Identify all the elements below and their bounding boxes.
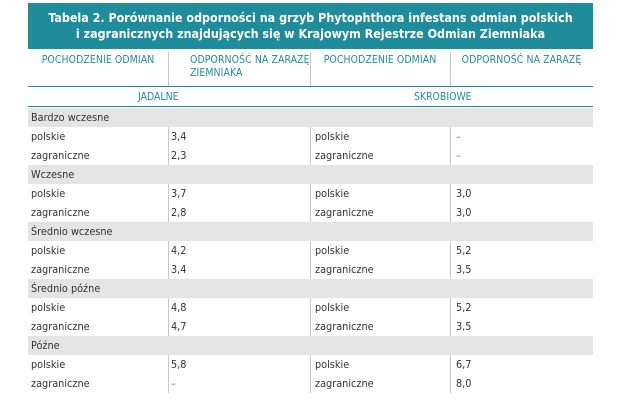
- category-label: Średnio późne: [31, 282, 101, 295]
- origin-cell: zagraniczne: [315, 377, 374, 390]
- category-row: [28, 222, 593, 241]
- origin-cell: zagraniczne: [315, 263, 374, 276]
- column-separator: [310, 127, 311, 146]
- resistance-cell: 3,0: [456, 187, 472, 200]
- column-header-resistance-2: ODPORNOŚĆ NA ZARAZĘ: [461, 54, 582, 66]
- column-separator: [310, 355, 311, 374]
- column-separator: [310, 184, 311, 203]
- column-separator: [450, 355, 451, 374]
- category-label: Późne: [31, 339, 60, 352]
- table-row: [28, 355, 593, 374]
- origin-cell: zagraniczne: [31, 320, 90, 333]
- column-header-origin-2: POCHODZENIE ODMIAN: [323, 54, 437, 66]
- category-label: Bardzo wczesne: [31, 111, 110, 124]
- category-label: Średnio wczesne: [31, 225, 113, 238]
- column-separator: [168, 298, 169, 317]
- resistance-cell: 5,8: [171, 358, 187, 371]
- table-row: [28, 203, 593, 222]
- origin-cell: polskie: [315, 358, 350, 371]
- resistance-cell: 2,8: [171, 206, 187, 219]
- resistance-cell: 3,5: [456, 320, 472, 333]
- origin-cell: polskie: [31, 244, 66, 257]
- column-separator: [450, 374, 451, 393]
- group-header-starch: SKROBIOWE: [414, 91, 472, 103]
- resistance-cell: 5,2: [456, 244, 472, 257]
- column-separator: [450, 260, 451, 279]
- column-header-resistance-1-line-1: ODPORNOŚĆ NA ZARAZĘ: [190, 54, 310, 66]
- category-row: [28, 336, 593, 355]
- origin-cell: polskie: [31, 130, 66, 143]
- column-separator: [168, 317, 169, 336]
- origin-cell: polskie: [315, 187, 350, 200]
- column-separator: [450, 203, 451, 222]
- column-separator: [310, 260, 311, 279]
- column-header-resistance-1: [168, 54, 310, 80]
- column-separator: [310, 203, 311, 222]
- column-separator: [450, 127, 451, 146]
- column-separator: [168, 146, 169, 165]
- table-row: [28, 260, 593, 279]
- resistance-cell: –: [171, 377, 176, 390]
- resistance-cell: 3,7: [171, 187, 187, 200]
- table-title: [28, 3, 593, 49]
- column-separator: [310, 241, 311, 260]
- column-separator: [168, 355, 169, 374]
- resistance-cell: –: [456, 130, 461, 143]
- origin-cell: polskie: [315, 301, 350, 314]
- column-separator: [168, 184, 169, 203]
- resistance-cell: 4,2: [171, 244, 187, 257]
- resistance-cell: 5,2: [456, 301, 472, 314]
- table-title-line-1: Tabela 2. Porównanie odporności na grzyb Phytophthora infestans odmian polskich: [48, 10, 573, 25]
- column-separator: [450, 146, 451, 165]
- resistance-cell: 4,7: [171, 320, 187, 333]
- column-separator: [310, 146, 311, 165]
- table-title-line-2: i zagranicznych znajdujących się w Krajowym Rejestrze Odmian Ziemniaka: [75, 26, 546, 41]
- column-header-resistance-1-line-2: ZIEMNIAKA: [190, 67, 243, 79]
- resistance-cell: 3,4: [171, 263, 187, 276]
- origin-cell: zagraniczne: [31, 263, 90, 276]
- column-separator: [310, 374, 311, 393]
- group-header-edible: JADALNE: [138, 91, 179, 103]
- origin-cell: polskie: [315, 244, 350, 257]
- column-separator: [168, 127, 169, 146]
- column-header-origin-1: POCHODZENIE ODMIAN: [41, 54, 155, 66]
- column-separator: [450, 184, 451, 203]
- resistance-cell: 3,0: [456, 206, 472, 219]
- table-row: [28, 317, 593, 336]
- origin-cell: zagraniczne: [31, 377, 90, 390]
- column-header-row: [28, 52, 593, 87]
- column-separator: [168, 241, 169, 260]
- origin-cell: polskie: [315, 130, 350, 143]
- origin-cell: zagraniczne: [31, 149, 90, 162]
- column-separator: [450, 241, 451, 260]
- column-separator: [168, 203, 169, 222]
- origin-cell: zagraniczne: [315, 149, 374, 162]
- resistance-cell: 3,5: [456, 263, 472, 276]
- resistance-cell: 8,0: [456, 377, 472, 390]
- column-separator: [310, 298, 311, 317]
- category-row: [28, 108, 593, 127]
- column-separator: [450, 298, 451, 317]
- category-row: [28, 165, 593, 184]
- column-separator: [450, 317, 451, 336]
- resistance-cell: 6,7: [456, 358, 472, 371]
- column-separator: [168, 374, 169, 393]
- origin-cell: polskie: [31, 187, 66, 200]
- category-row: [28, 279, 593, 298]
- origin-cell: zagraniczne: [315, 320, 374, 333]
- category-label: Wczesne: [31, 168, 75, 181]
- resistance-cell: 4,8: [171, 301, 187, 314]
- column-separator: [310, 317, 311, 336]
- table-row: [28, 184, 593, 203]
- column-separator: [168, 260, 169, 279]
- origin-cell: zagraniczne: [315, 206, 374, 219]
- table-row: [28, 374, 593, 393]
- table-row: [28, 127, 593, 146]
- group-header-row: [28, 88, 593, 107]
- origin-cell: polskie: [31, 301, 66, 314]
- table-row: [28, 241, 593, 260]
- table-row: [28, 298, 593, 317]
- origin-cell: polskie: [31, 358, 66, 371]
- resistance-cell: –: [456, 149, 461, 162]
- origin-cell: zagraniczne: [31, 206, 90, 219]
- resistance-cell: 2,3: [171, 149, 187, 162]
- table-row: [28, 146, 593, 165]
- resistance-cell: 3,4: [171, 130, 187, 143]
